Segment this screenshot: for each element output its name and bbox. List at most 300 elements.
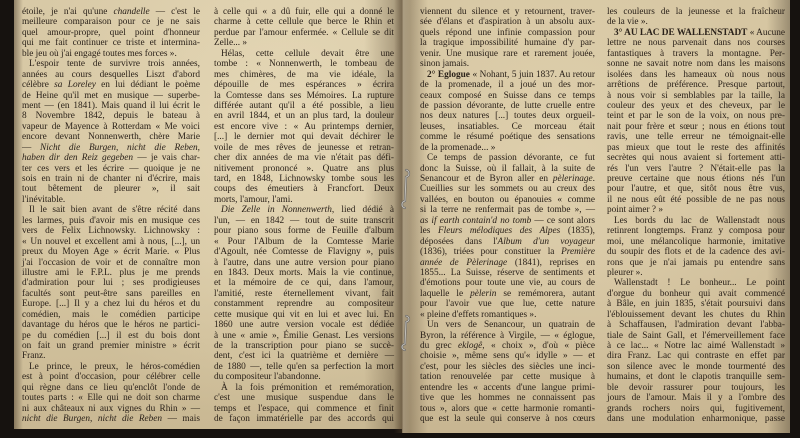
line-content bbox=[607, 310, 785, 320]
text-run: Un vers de Senancour, un quatrain de bbox=[427, 320, 595, 331]
text-line bbox=[607, 247, 785, 257]
text-run: nait pour frère et sœur ; nous en étions tout bbox=[607, 121, 785, 132]
text-run: preux du Moyen Age » écrit Marie. « Plus bbox=[22, 247, 200, 258]
text-line bbox=[22, 153, 200, 163]
text-line bbox=[607, 38, 785, 48]
text-line bbox=[607, 216, 785, 226]
line-content bbox=[607, 258, 785, 268]
text-line bbox=[22, 226, 200, 236]
line-content bbox=[607, 372, 785, 382]
text-run: (1835), bbox=[560, 226, 595, 237]
text-line bbox=[214, 310, 394, 320]
text-run: vapeur de Mayence à Rotterdam « Me voici bbox=[22, 121, 200, 132]
text-line bbox=[22, 278, 200, 288]
italic-text: Album d'un voyageur bbox=[497, 236, 595, 247]
text-line bbox=[607, 383, 785, 393]
line-content bbox=[22, 226, 200, 236]
line-content bbox=[420, 351, 595, 361]
text-run: que est la seule qui conserve à nos cœurs bbox=[420, 414, 595, 425]
line-content bbox=[214, 111, 394, 121]
line-content bbox=[22, 383, 200, 393]
line-content bbox=[420, 17, 595, 27]
line-content bbox=[607, 331, 785, 341]
line-content bbox=[420, 122, 595, 132]
line-content bbox=[420, 184, 595, 194]
text-run: à Bâle, en juin 1835, s'était poursuivi dans bbox=[607, 299, 785, 310]
line-content bbox=[420, 310, 536, 320]
text-run: — mais bbox=[162, 414, 200, 425]
line-content bbox=[420, 91, 595, 101]
paragraph bbox=[22, 205, 200, 362]
text-run: en avril 1844, et un an plus tard, la douleur bbox=[214, 111, 394, 122]
line-content bbox=[214, 258, 394, 268]
line-content bbox=[214, 122, 394, 132]
text-run: encore devant Nonnenwerth, chère Marie bbox=[22, 132, 200, 143]
line-content bbox=[427, 153, 595, 163]
text-line bbox=[420, 28, 595, 38]
line-content bbox=[607, 414, 785, 424]
text-line bbox=[607, 372, 785, 382]
line-content bbox=[420, 247, 595, 257]
line-content bbox=[614, 216, 785, 226]
text-line bbox=[22, 49, 200, 59]
line-content bbox=[214, 80, 394, 90]
text-line bbox=[607, 268, 785, 278]
text-run: on fait un grand premier ministre » écrit bbox=[22, 341, 200, 351]
text-line bbox=[607, 174, 785, 184]
text-run: ceaux composé en Suisse dans ce temps bbox=[420, 90, 595, 101]
text-run: qui me fait continuer ce triste et intermina- bbox=[22, 38, 200, 49]
line-content bbox=[607, 226, 785, 236]
text-run: pe du comédien [...] il est du bois dont bbox=[22, 330, 200, 341]
text-line bbox=[214, 237, 394, 247]
text-line bbox=[420, 111, 595, 121]
line-content bbox=[214, 28, 394, 38]
text-run: meilleure comparaison pour ce je ne sais bbox=[22, 17, 200, 28]
paragraph bbox=[214, 7, 394, 49]
italic-text: année de Pèlerinage bbox=[420, 257, 508, 268]
line-content bbox=[427, 70, 595, 80]
line-content bbox=[420, 49, 595, 59]
paragraph bbox=[607, 278, 785, 424]
text-run: coups des émeutiers à Francfort. Deux bbox=[214, 184, 394, 195]
text-line bbox=[420, 320, 595, 330]
line-content bbox=[607, 132, 785, 142]
line-content bbox=[420, 414, 595, 424]
text-run: point aimer ? » bbox=[607, 205, 664, 216]
text-line bbox=[420, 268, 595, 278]
text-line bbox=[22, 372, 200, 382]
text-run: « Nohant, 5 juin 1837. Au retour bbox=[469, 69, 596, 80]
text-run: d'émotions pour toute une vie, au cours de bbox=[420, 278, 595, 289]
text-line bbox=[214, 174, 394, 184]
paragraph bbox=[214, 205, 394, 382]
text-run: choisie », même sens qu'« idylle » — et bbox=[420, 351, 595, 362]
text-run: d'orgue du bonheur qui avait commencé bbox=[607, 288, 785, 299]
text-line bbox=[607, 205, 785, 215]
text-line bbox=[420, 70, 595, 80]
line-content bbox=[22, 101, 200, 111]
text-run: Ce temps de passion dévorante, ce fut bbox=[427, 153, 595, 164]
text-run: , « choix », d'où « pièce bbox=[482, 341, 595, 351]
text-run: preuve certaine que nous étions nés l'un bbox=[607, 174, 785, 184]
line-content bbox=[22, 111, 200, 121]
line-content bbox=[22, 143, 200, 153]
italic-text: pèlerin bbox=[470, 288, 497, 299]
text-line bbox=[420, 383, 595, 393]
text-run: illustre ami le F.P.L. plus je me prends bbox=[22, 267, 200, 278]
text-run: lettre ne nous parvenait dans nos courses bbox=[607, 38, 785, 49]
text-run: du grec bbox=[420, 341, 459, 351]
text-run: « Un nouvel et excellent ami à nous, [...], un bbox=[22, 236, 200, 247]
text-line bbox=[420, 226, 595, 236]
line-content bbox=[22, 70, 200, 80]
staple-bottom bbox=[397, 314, 413, 352]
text-run: c'est une musique suspendue dans le bbox=[214, 393, 394, 404]
line-content bbox=[221, 383, 394, 393]
text-line bbox=[22, 70, 200, 80]
italic-text: haben dir den Reiz gegeben bbox=[22, 153, 134, 164]
text-line bbox=[420, 101, 595, 111]
text-line bbox=[607, 362, 785, 372]
text-run: morts, l'amour, l'ami. bbox=[214, 194, 293, 205]
line-content bbox=[607, 205, 663, 215]
line-content bbox=[214, 70, 394, 80]
line-content bbox=[22, 153, 200, 163]
text-line bbox=[22, 331, 200, 341]
text-line bbox=[214, 258, 394, 268]
text-line bbox=[420, 38, 595, 48]
text-line bbox=[420, 132, 595, 142]
text-run: pour l'avoir vue que lue, cette nature bbox=[420, 299, 595, 310]
text-run: de la transcription pour piano se succè- bbox=[214, 341, 394, 351]
text-run: d'admiration pour lui ; ses prodigieuses bbox=[22, 278, 200, 289]
line-content bbox=[607, 320, 785, 330]
text-run: il ne nous eût été possible de ne pas nous bbox=[607, 194, 785, 205]
text-line bbox=[22, 143, 200, 153]
text-run: d'Agoult, née Comtesse de Flavigny », puis bbox=[214, 247, 394, 258]
line-content bbox=[221, 205, 394, 215]
text-run: — ce sont alors bbox=[531, 215, 595, 226]
text-line bbox=[607, 404, 785, 414]
spine-crease bbox=[394, 0, 410, 433]
text-line bbox=[214, 278, 394, 288]
text-run: teint et par le son de la voix, on nous pre- bbox=[607, 111, 785, 122]
text-line bbox=[420, 372, 595, 382]
text-line bbox=[420, 49, 595, 59]
text-run: à celle qui « a dû fuir, elle qui a donné le bbox=[214, 7, 394, 17]
line-content bbox=[607, 122, 785, 132]
line-content bbox=[214, 320, 394, 330]
text-run: de passion dévorante, de lutte cruelle entre bbox=[420, 100, 595, 111]
italic-text: Première bbox=[561, 247, 595, 258]
text-run: sois en train ni de chanter ni d'écrire, mais bbox=[22, 174, 200, 184]
text-line bbox=[420, 331, 595, 341]
line-content bbox=[214, 414, 394, 424]
line-content bbox=[420, 404, 595, 414]
line-content bbox=[22, 310, 200, 320]
text-run: Il le sait bien avant de s'être récité dans bbox=[29, 205, 200, 216]
text-run: Les bords du lac de Wallenstadt nous bbox=[614, 215, 785, 226]
line-content bbox=[22, 195, 65, 205]
line-content bbox=[22, 393, 200, 403]
line-content bbox=[22, 132, 200, 142]
line-content bbox=[22, 247, 200, 257]
text-run: cette musique qui vit en lui et avec lui. En bbox=[214, 309, 394, 320]
text-run: étoile, je n'ai qu'une bbox=[22, 7, 114, 17]
text-line bbox=[214, 299, 394, 309]
text-line bbox=[214, 351, 394, 361]
text-run: années au cours desquelles Liszt d'abord bbox=[22, 69, 200, 80]
text-line bbox=[214, 38, 394, 48]
text-line bbox=[214, 331, 394, 341]
line-content bbox=[214, 59, 394, 69]
text-run: Cueillies sur les sommets ou au creux des bbox=[420, 184, 595, 195]
line-content bbox=[420, 383, 595, 393]
text-line bbox=[214, 153, 394, 163]
line-content bbox=[420, 59, 469, 69]
text-line bbox=[22, 195, 200, 205]
text-run: Hélas, cette cellule devait être une bbox=[221, 48, 394, 59]
text-line bbox=[607, 310, 785, 320]
line-content bbox=[22, 372, 200, 382]
paragraph bbox=[607, 7, 785, 28]
line-content bbox=[607, 184, 785, 194]
line-content bbox=[607, 351, 785, 361]
text-run: dépouille de mes espérances » écrira bbox=[214, 80, 394, 91]
line-content bbox=[214, 299, 394, 309]
text-line bbox=[214, 383, 394, 393]
text-line bbox=[214, 226, 394, 236]
text-line bbox=[607, 49, 785, 59]
left-page bbox=[14, 0, 402, 429]
text-run: quel amour-propre, quel point d'honneur bbox=[22, 27, 200, 38]
line-content bbox=[22, 331, 200, 341]
text-run: à Schaffausen, l'admiration devant l'abba- bbox=[607, 320, 785, 331]
text-run: isolées dans les hameaux où nous nous bbox=[607, 69, 785, 80]
line-content bbox=[214, 351, 394, 361]
text-run: L'espoir tente de survivre trois années, bbox=[29, 59, 200, 70]
text-line bbox=[607, 393, 785, 403]
line-content bbox=[214, 91, 394, 101]
text-run: pour l'autre, et que, sitôt nous être vus, bbox=[607, 184, 785, 195]
line-content bbox=[22, 351, 46, 361]
text-run: qui règne dans ce lieu qu'enclôt l'onde de bbox=[22, 382, 200, 393]
text-line bbox=[22, 310, 200, 320]
text-line bbox=[214, 216, 394, 226]
text-line bbox=[607, 7, 785, 17]
text-line bbox=[420, 414, 595, 424]
text-line bbox=[420, 59, 595, 69]
text-line bbox=[214, 132, 394, 142]
text-line bbox=[22, 393, 200, 403]
line-content bbox=[22, 49, 177, 59]
text-run: à l'autre, dans une autre version pour piano bbox=[214, 257, 394, 268]
text-run: entendre les « accents d'une langue primi- bbox=[420, 382, 595, 393]
text-line bbox=[214, 247, 394, 257]
text-run: ble jeu où j'ai engagé toutes mes forces ». bbox=[22, 48, 177, 59]
staple-top bbox=[397, 168, 413, 210]
text-run: pas mieux que tout le reste des affinités bbox=[607, 142, 785, 153]
line-content bbox=[22, 91, 200, 101]
text-line bbox=[214, 49, 394, 59]
line-content bbox=[214, 164, 394, 174]
line-content bbox=[420, 101, 595, 111]
line-content bbox=[22, 341, 200, 351]
text-run: Zelle... » bbox=[214, 38, 248, 49]
text-line bbox=[22, 38, 200, 48]
text-run: perdue par l'amour enfermée. « Cellule se dit bbox=[214, 27, 394, 38]
line-content bbox=[420, 7, 595, 17]
text-line bbox=[214, 111, 394, 121]
line-content bbox=[420, 226, 595, 236]
line-content bbox=[607, 404, 785, 414]
text-line bbox=[607, 143, 785, 153]
line-content bbox=[420, 341, 595, 351]
text-line bbox=[420, 17, 595, 27]
text-run: leuses, insatiables. Ce morceau était bbox=[420, 121, 595, 132]
paragraph bbox=[607, 28, 785, 216]
text-run: « Pour l'Album de la Comtesse Marie bbox=[214, 236, 394, 247]
text-line bbox=[420, 164, 595, 174]
text-line bbox=[607, 70, 785, 80]
text-run: viennent du silence et y retournent, traver- bbox=[420, 7, 595, 17]
text-run: tous », alors que « cette harmonie romanti- bbox=[420, 403, 595, 414]
text-line bbox=[607, 184, 785, 194]
text-run: de la vie ». bbox=[607, 17, 648, 28]
italic-text: eklogê bbox=[458, 341, 483, 351]
text-run: jours de l'amour. Mais il y a l'ombre des bbox=[607, 393, 785, 404]
text-line bbox=[420, 310, 595, 320]
text-run: [...] le dernier mot qui devait déchirer le bbox=[214, 132, 394, 143]
text-run: mes chimères, de ma vie idéale, la bbox=[214, 69, 394, 80]
line-content bbox=[607, 143, 785, 153]
line-content bbox=[214, 226, 394, 236]
text-run: célèbre bbox=[22, 80, 55, 91]
text-run: cher dix années de ma vie n'était pas défi- bbox=[214, 153, 394, 164]
line-content bbox=[607, 393, 785, 403]
text-line bbox=[214, 341, 394, 351]
text-line bbox=[214, 289, 394, 299]
text-line bbox=[607, 28, 785, 38]
text-line bbox=[22, 268, 200, 278]
line-content bbox=[214, 310, 394, 320]
text-run: est encore vive : « Au printemps dernier, bbox=[214, 121, 394, 132]
text-run: c'est, pour les siècles des siècles une inci- bbox=[420, 361, 595, 372]
text-line bbox=[607, 153, 785, 163]
text-line bbox=[22, 362, 200, 372]
paragraph bbox=[420, 153, 595, 320]
line-content bbox=[22, 258, 200, 268]
paragraph bbox=[607, 216, 785, 279]
line-content bbox=[22, 404, 200, 414]
text-line bbox=[214, 164, 394, 174]
text-line bbox=[22, 414, 200, 424]
line-content bbox=[607, 38, 785, 48]
text-run: humains, et dont le clapotis tranquille sem- bbox=[607, 372, 785, 383]
line-content bbox=[420, 268, 595, 278]
italic-text: nicht die Burgen, nicht die Reben bbox=[22, 414, 163, 425]
text-line bbox=[420, 289, 595, 299]
line-content bbox=[214, 247, 394, 257]
text-run: voile de mes rêves de jeunesse et retran- bbox=[214, 142, 394, 153]
text-run: Byron, la référence à Virgile, — « églogue, bbox=[420, 330, 595, 341]
text-line bbox=[214, 28, 394, 38]
text-line bbox=[214, 362, 394, 372]
line-content bbox=[607, 164, 785, 174]
text-line bbox=[214, 91, 394, 101]
text-run: de 1880 —, telle qu'en sa perfection la mort bbox=[214, 361, 394, 372]
text-line bbox=[214, 320, 394, 330]
line-content bbox=[214, 153, 394, 163]
line-content bbox=[420, 331, 595, 341]
line-content bbox=[22, 216, 200, 226]
text-run: « Aucune bbox=[747, 27, 785, 38]
text-column-4 bbox=[607, 7, 785, 425]
text-run: ment — (en 1841). Mais quand il lui écrit le bbox=[22, 100, 200, 111]
italic-text: as if earth contain'd no tomb bbox=[420, 215, 532, 226]
line-content bbox=[607, 70, 785, 80]
line-content bbox=[420, 393, 595, 403]
line-content bbox=[420, 80, 595, 90]
text-line bbox=[22, 111, 200, 121]
line-content bbox=[607, 341, 785, 351]
text-run: dira Franz. Lac qui contraste en effet par bbox=[607, 351, 785, 362]
text-line bbox=[22, 132, 200, 142]
text-line bbox=[420, 153, 595, 163]
line-content bbox=[420, 299, 595, 309]
line-content bbox=[214, 184, 394, 194]
line-content bbox=[420, 111, 595, 121]
text-run: ravis, une telle erreur ne témoignait-elle bbox=[607, 132, 785, 143]
text-line bbox=[22, 17, 200, 27]
text-run: en lui dédiant le poème bbox=[95, 80, 200, 91]
text-run: davantage du héros que le héros ne partici- bbox=[22, 320, 200, 331]
text-line bbox=[420, 122, 595, 132]
line-content bbox=[420, 372, 595, 382]
line-content bbox=[22, 38, 200, 48]
text-line bbox=[607, 17, 785, 27]
text-run: l'inévitable. bbox=[22, 194, 66, 205]
line-content bbox=[214, 38, 247, 48]
text-line bbox=[22, 320, 200, 330]
text-run: les bbox=[420, 226, 438, 237]
line-content bbox=[607, 195, 785, 205]
text-line bbox=[22, 91, 200, 101]
paragraph bbox=[420, 320, 595, 424]
text-line bbox=[420, 362, 595, 372]
line-content bbox=[22, 80, 200, 90]
text-run: ni aux châteaux ni aux vignes du Rhin » — bbox=[22, 403, 200, 414]
text-run: est à point d'occasion, pour célébrer celle bbox=[22, 372, 200, 383]
line-content bbox=[607, 174, 785, 184]
text-line bbox=[22, 258, 200, 268]
line-content bbox=[214, 143, 394, 153]
text-line bbox=[420, 341, 595, 351]
line-content bbox=[22, 122, 200, 132]
text-line bbox=[214, 268, 394, 278]
line-content bbox=[22, 237, 200, 247]
text-run: se remémorera, autant bbox=[496, 288, 595, 299]
line-content bbox=[607, 362, 785, 372]
text-line bbox=[607, 164, 785, 174]
text-line bbox=[607, 59, 785, 69]
text-line bbox=[214, 59, 394, 69]
text-line bbox=[420, 195, 595, 205]
paragraph bbox=[420, 70, 595, 154]
text-run: , lied dédié à bbox=[331, 205, 394, 216]
text-run: les couleurs de la jeunesse et la fraîcheur bbox=[607, 7, 785, 17]
